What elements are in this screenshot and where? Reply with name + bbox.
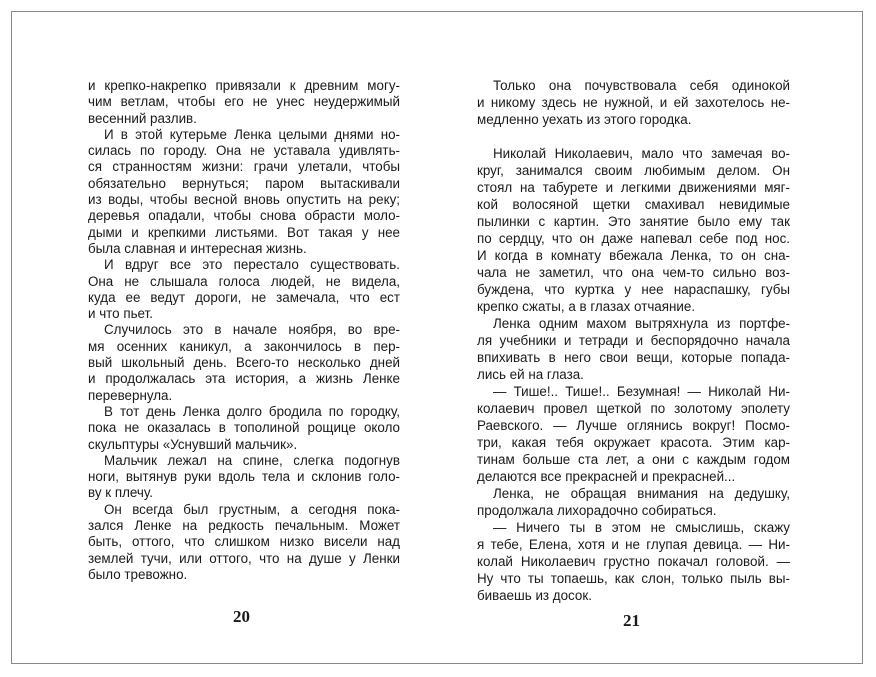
text-line: впихивать в него свои вещи, которые попада- [477,350,790,365]
text-line: тинам больше ста лет, а они с каждым годом [477,452,790,467]
text-line: пока не оказалась в тополиной рощице около [88,420,400,436]
paragraph [477,315,790,383]
text-line: Ленка, не обращая внимания на дедушку, [493,486,790,501]
text-line: чала не заметил, что она чем-то сильно воз- [477,265,790,280]
text-line: делаются все прекрасней и прекрасней... [477,469,736,484]
text-line: пылинки с картин. Это занятие было ему так [477,214,790,229]
paragraph [88,404,400,453]
text-line: кой волосяной щетки смахивал невидимые [477,197,790,212]
text-line: ля учебники и тетради и беспорядочно начала [477,333,790,348]
text-line: и продолжалась эта история, а жизнь Ленке [88,371,400,387]
paragraph [88,502,400,583]
page-number-left: 20 [233,607,250,626]
text-line: силась по городу. Она не уставала удивлять- [88,143,400,159]
text-line: Мальчик лежал на спине, слегка подогнув [104,452,400,468]
paragraph [88,78,400,127]
text-line: И в этой кутерьме Ленка целыми днями но- [104,126,400,142]
text-line: перевернула. [88,387,173,403]
text-line: весенний разлив. [88,110,197,126]
paragraph [477,485,790,519]
text-line: я тебе, Елена, хотя и не глупая девица. — Ни- [477,537,790,552]
text-line: Она не слышала голоса людей, не видела, [88,273,400,289]
left-page-text [88,78,400,583]
text-line: было тревожно. [88,566,188,582]
text-line: и крепко-накрепко привязали к древним могу- [88,78,400,93]
text-line: обязательно вернуться; паром вытаскивали [88,175,400,191]
paragraph [477,77,790,128]
text-line: ву к плечу. [88,485,153,501]
text-line: В тот день Ленка долго бродила по городку, [104,403,400,419]
paragraph [88,453,400,502]
paragraph [88,127,400,257]
text-line: ноги, вытянув руки вдоль тела и склонив голо- [88,469,400,485]
text-line: из воды, чтобы весной вновь опустить на реку; [88,192,400,208]
text-line: И вдруг все это перестало существовать. [104,257,400,273]
text-line: ся странностям жизни: грачи улетали, чтобы [88,159,400,175]
text-line: — Тише!.. Тише!.. Безумная! — Николай Ни- [493,384,790,399]
text-line: продолжала лихорадочно собираться. [477,503,717,518]
text-line: И когда в комнату вбежала Ленка, то он сна- [477,248,790,263]
text-line: медленно уехать из этого городка. [477,112,692,127]
text-line: дыми и крепкими листьями. Вот такая у нее [88,224,400,240]
paragraph [88,257,400,322]
text-line: буждена, что куртка у нее нараспашку, губы [477,282,790,297]
text-line: Раевского. — Лучше оглянись вокруг! Посмо- [477,418,790,433]
text-line: деревья опадали, чтобы снова обрасти моло- [88,208,400,224]
page-number-right: 21 [623,611,640,630]
text-line: куда ее ведут дороги, не замечала, что ест [88,289,400,305]
text-line: Николай Николаевич, мало что замечая во- [493,146,790,161]
paragraph [88,322,400,403]
text-line: колаевич провел щеткой по золотому эполету [477,401,790,416]
text-line: землей тучи, или оттого, что на душе у Ленки [88,550,400,566]
text-line: три, какая тебя окружает красота. Этим кар- [477,435,790,450]
text-line: быть, оттого, что слишком низко висели над [88,534,400,550]
paragraph [477,145,790,315]
text-line: и что пьет. [88,306,153,322]
text-line: и никому здесь не нужной, и ей захотелось не- [477,95,790,110]
text-line: крепко сжаты, а в глазах отчаяние. [477,299,696,314]
text-line: была славная и интересная жизнь. [88,240,307,256]
section-break [477,128,790,145]
text-line: Он всегда был грустным, а сегодня пока- [104,501,400,517]
text-line: Только она почувствовала себя одинокой [493,78,790,93]
text-line: Ленка одним махом вытряхнула из портфе- [493,316,790,331]
right-page-text [477,77,790,604]
text-line: чим ветлам, чтобы его не унес неудержимый [88,94,400,110]
text-line: стоял на табурете и легкими движениями мяг- [477,180,790,195]
paragraph [477,383,790,485]
text-line: колай Николаевич грустно покачал головой. — [477,554,790,569]
text-line: скульптуры «Уснувший мальчик». [88,436,298,452]
text-line: зался Ленке на редкость печальным. Может [88,518,400,534]
text-line: лись ей на глаза. [477,367,584,382]
text-line: круг, занимался своим любимым делом. Он [477,163,790,178]
text-line: — Ничего ты в этом не смыслишь, скажу [493,520,790,535]
paragraph [477,519,790,604]
text-line: биваешь из досок. [477,588,592,603]
text-line: Ну что ты топаешь, как слон, только пыль вы- [477,571,790,586]
text-line: вый школьный день. Всего-то несколько дней [88,355,400,371]
text-line: мя осенних каникул, а закончилось в пер- [88,338,400,354]
text-line: по сердцу, что он даже напевал себе под нос. [477,231,790,246]
text-line: Случилось это в начале ноября, во вре- [104,322,400,338]
